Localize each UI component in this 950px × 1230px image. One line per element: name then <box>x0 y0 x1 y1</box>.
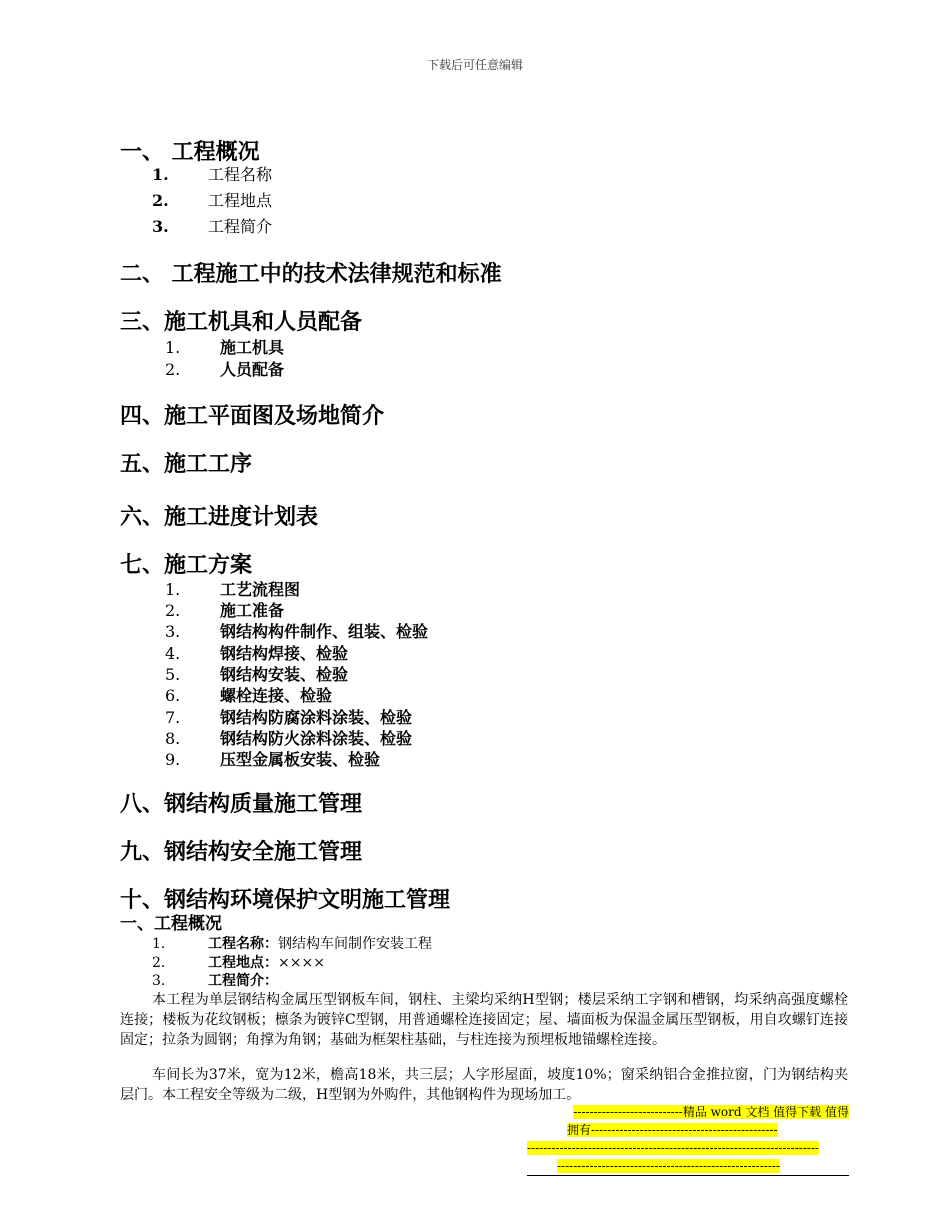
toc-item-number: 2. <box>152 191 169 210</box>
toc-heading-5: 五、施工工序 <box>120 452 253 477</box>
toc-heading-1: 一、 工程概况 <box>120 140 260 165</box>
toc-item-number: 5. <box>165 665 181 684</box>
toc-item-label: 人员配备 <box>220 360 285 379</box>
toc-heading-4: 四、施工平面图及场地简介 <box>120 404 385 429</box>
toc-heading-7: 七、施工方案 <box>120 553 253 578</box>
toc-item-number: 7. <box>165 708 181 727</box>
footer-line-text: ------------------------------------------------------- <box>557 1159 781 1173</box>
detail-number: 3. <box>152 973 166 989</box>
footer-line-text: 拥有---------------------------------------------- <box>567 1123 778 1137</box>
footer-line <box>527 1121 849 1139</box>
toc-item-label: 钢结构焊接、检验 <box>220 644 349 663</box>
footer-line-text: ---------------------------精品 word 文档 值得下载 值得 <box>573 1105 849 1119</box>
toc-heading-10: 十、钢结构环境保护文明施工管理 <box>120 888 451 913</box>
detail-label-row <box>208 972 278 990</box>
detail-number: 1. <box>152 936 166 952</box>
detail-label: 工程简介： <box>208 973 278 989</box>
footer-line <box>527 1103 849 1121</box>
detail-number: 2. <box>152 955 166 971</box>
toc-item-number: 2. <box>165 601 181 620</box>
toc-item-label: 压型金属板安装、检验 <box>220 750 381 769</box>
footer-line <box>527 1157 849 1175</box>
toc-item-label: 工艺流程图 <box>220 580 301 599</box>
toc-item-number: 1. <box>165 338 181 357</box>
toc-item-number: 3. <box>165 622 181 641</box>
toc-item-label: 工程简介 <box>208 217 273 236</box>
toc-item-number: 2. <box>165 360 181 379</box>
detail-label-row <box>208 954 325 972</box>
toc-item-number: 1. <box>165 580 181 599</box>
toc-item-label: 钢结构防火涂料涂装、检验 <box>220 729 413 748</box>
toc-heading-6: 六、施工进度计划表 <box>120 505 319 530</box>
toc-item-number: 1. <box>152 165 169 184</box>
toc-heading-2: 二、 工程施工中的技术法律规范和标准 <box>120 262 502 287</box>
toc-item-label: 钢结构防腐涂料涂装、检验 <box>220 708 413 727</box>
footer-promo <box>527 1103 849 1176</box>
footer-line-text: ------------------------------------------------------------------------ <box>527 1141 819 1155</box>
toc-heading-3: 三、施工机具和人员配备 <box>120 310 363 335</box>
body-paragraph: 车间长为37米，宽为12米，檐高18米，共三层；人字形屋面，坡度10%；窗采纳铝合金推拉窗，门为钢结构夹层门。本工程安全等级为二级，H型钢为外购件，其他钢构件为现场加工。 <box>120 1067 848 1103</box>
toc-item-number: 3. <box>152 217 169 236</box>
toc-item-number: 4. <box>165 644 181 663</box>
toc-item-number: 6. <box>165 686 181 705</box>
body-paragraph: 本工程为单层钢结构金属压型钢板车间，钢柱、主梁均采纳H型钢；楼层采纳工字钢和槽钢，均采纳高强度螺栓连接；楼板为花纹钢板；檩条为镀锌C型钢，用普通螺栓连接固定；屋、墙面板为保温金属压型钢板，用自攻螺钉连接固定；拉条为圆钢；角撑为角钢；基础为框架柱基础，与柱连接为预埋板地锚螺栓连接。 <box>120 992 848 1048</box>
toc-item-label: 钢结构安装、检验 <box>220 665 349 684</box>
toc-item-label: 工程名称 <box>208 165 273 184</box>
header-note: 下载后可任意编辑 <box>426 58 523 72</box>
detail-label: 工程地点： <box>208 955 278 971</box>
toc-item-label: 施工机具 <box>220 338 285 357</box>
detail-value: 钢结构车间制作安装工程 <box>278 936 432 952</box>
toc-heading-8: 八、钢结构质量施工管理 <box>120 792 363 817</box>
toc-heading-9: 九、钢结构安全施工管理 <box>120 840 363 865</box>
toc-item-label: 螺栓连接、检验 <box>220 686 333 705</box>
section-heading: 一、工程概况 <box>120 914 222 934</box>
toc-item-label: 工程地点 <box>208 191 273 210</box>
toc-item-number: 9. <box>165 750 181 769</box>
toc-item-number: 8. <box>165 729 181 748</box>
footer-line <box>527 1139 849 1157</box>
toc-item-label: 钢结构构件制作、组装、检验 <box>220 622 429 641</box>
toc-item-label: 施工准备 <box>220 601 285 620</box>
detail-label: 工程名称： <box>208 936 278 952</box>
detail-label-row <box>208 935 432 953</box>
detail-value: ×××× <box>278 955 325 971</box>
